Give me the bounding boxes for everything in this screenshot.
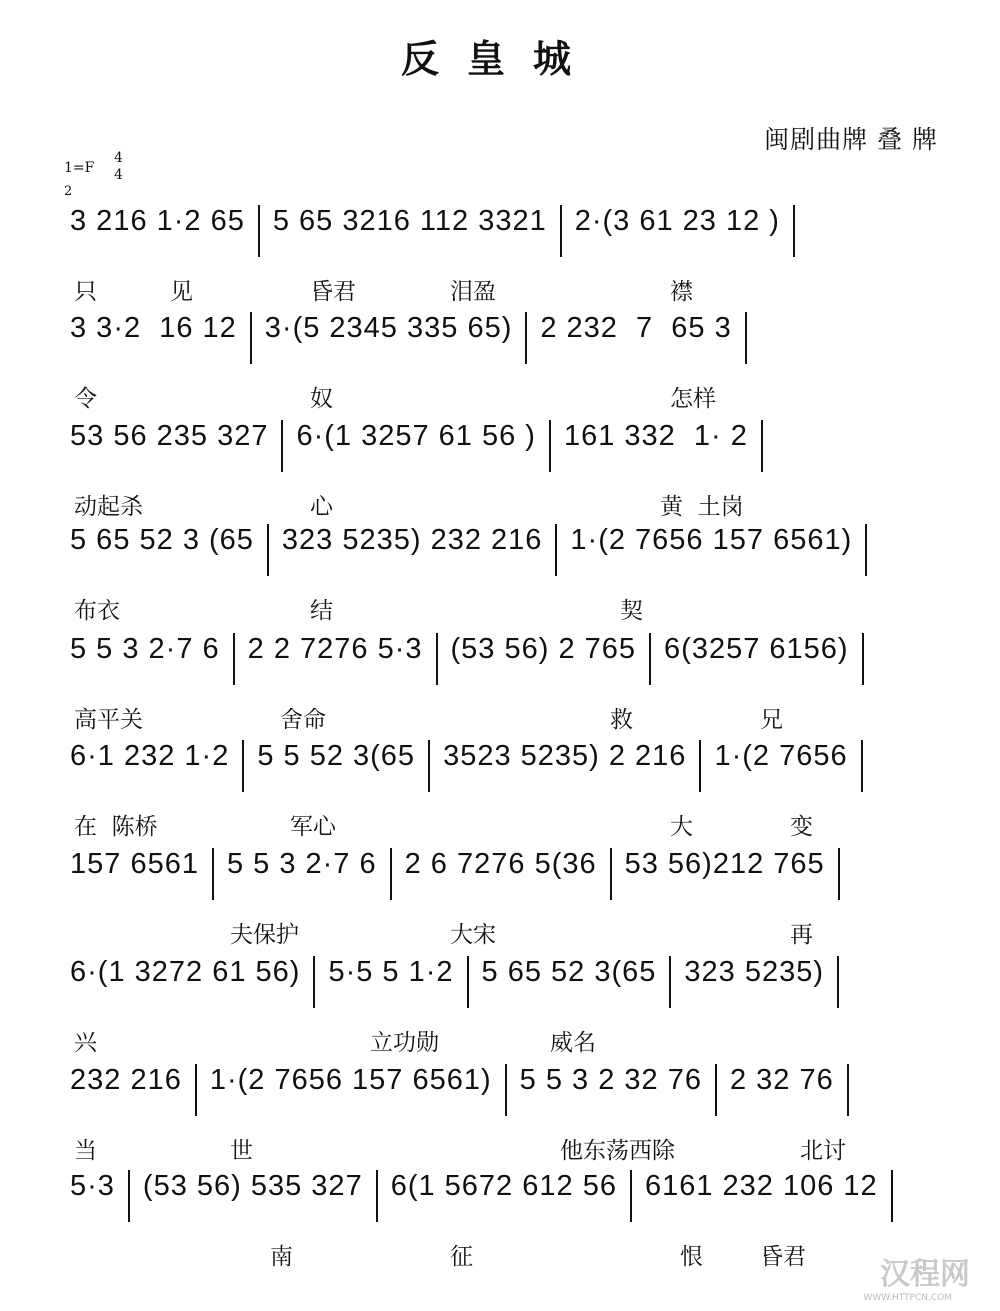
- notation-line: [70, 420, 776, 480]
- watermark-url: WWW.HTTPCN.COM: [863, 1293, 952, 1303]
- lyric-text: 昏君: [310, 279, 356, 305]
- measure: 6(1 5672 612 56: [390, 1170, 617, 1202]
- lyric-text: 变: [790, 814, 813, 840]
- score-row: [70, 1170, 950, 1280]
- measure: 232 216: [70, 1064, 182, 1096]
- score-row: [70, 1064, 950, 1174]
- bar-line: [233, 633, 235, 685]
- lyric-text: 北讨: [800, 1138, 846, 1164]
- lyric-text: 当: [74, 1138, 97, 1164]
- measure: 2 32 76: [729, 1064, 834, 1096]
- measure: 5 5 3 2 32 76: [519, 1064, 702, 1096]
- lyric-text: 见: [170, 279, 193, 305]
- lyric-text: 襟: [670, 279, 693, 305]
- measure: 6·1 232 1·2: [70, 740, 230, 772]
- measure: 6·(1 3257 61 56 ): [296, 420, 536, 452]
- measure: 2 232 7 65 3: [540, 312, 732, 344]
- measure: 6·(1 3272 61 56): [70, 956, 301, 988]
- measure: 161 332 1· 2: [563, 420, 748, 452]
- bar-line: [837, 956, 839, 1008]
- measure: 5 5 52 3(65: [257, 740, 416, 772]
- bar-line: [267, 524, 269, 576]
- lyric-text: 世: [230, 1138, 253, 1164]
- notation-line: [70, 524, 880, 584]
- notation-line: [70, 740, 876, 800]
- lyric-text: 布衣: [74, 598, 120, 624]
- lyric-text: 在 陈桥: [74, 814, 158, 840]
- key-signature: 1=F: [64, 160, 95, 176]
- lyric-text: 征: [450, 1244, 473, 1270]
- measure: 5 5 3 2·7 6: [70, 633, 220, 665]
- lyric-text: 南: [270, 1244, 293, 1270]
- measure: 5·3: [70, 1170, 115, 1202]
- song-title: 反皇城: [400, 37, 599, 81]
- lyric-text: 威名: [550, 1030, 596, 1056]
- bar-line: [549, 420, 551, 472]
- measure: 1·(2 7656 157 6561): [570, 524, 853, 556]
- score-row: [70, 633, 950, 743]
- lyric-text: 心: [310, 494, 333, 520]
- notation-line: [70, 312, 760, 372]
- bar-line: [313, 956, 315, 1008]
- lyric-text: 高平关: [74, 707, 143, 733]
- lyric-text: 动起杀: [74, 494, 143, 520]
- measure: 323 5235) 232 216: [281, 524, 543, 556]
- grace-note: 2: [64, 184, 73, 199]
- bar-line: [436, 633, 438, 685]
- bar-line: [555, 524, 557, 576]
- bar-line: [428, 740, 430, 792]
- bar-line: [761, 420, 763, 472]
- score-row: [70, 956, 950, 1066]
- measure: 5 5 3 2·7 6: [226, 848, 377, 880]
- measure: 5·5 5 1·2: [328, 956, 454, 988]
- bar-line: [865, 524, 867, 576]
- measure: 6161 232 106 12: [644, 1170, 878, 1202]
- tune-type: 闽剧曲牌 叠 牌: [764, 125, 938, 154]
- lyric-text: 兄: [760, 707, 783, 733]
- bar-line: [745, 312, 747, 364]
- measure: 2 6 7276 5(36: [404, 848, 597, 880]
- lyric-text: 结: [310, 598, 333, 624]
- lyric-text: 只: [74, 279, 97, 305]
- lyric-text: 契: [620, 598, 643, 624]
- bar-line: [891, 1170, 893, 1222]
- measure: 323 5235): [684, 956, 824, 988]
- notation-line: [70, 956, 852, 1016]
- notation-line: [70, 1064, 862, 1124]
- bar-line: [793, 205, 795, 257]
- measure: 3523 5235) 2 216: [443, 740, 687, 772]
- score-row: [70, 740, 950, 850]
- bar-line: [376, 1170, 378, 1222]
- measure: 5 65 52 3 (65: [70, 524, 254, 556]
- lyric-text: 大宋: [450, 922, 496, 948]
- bar-line: [649, 633, 651, 685]
- bar-line: [242, 740, 244, 792]
- measure: 53 56)212 765: [624, 848, 825, 880]
- lyric-text: 救: [610, 707, 633, 733]
- score-row: [70, 524, 950, 634]
- bar-line: [610, 848, 612, 900]
- bar-line: [281, 420, 283, 472]
- time-signature-bottom: 4: [114, 167, 123, 183]
- lyric-text: 黄 土岗: [660, 494, 744, 520]
- lyric-text: 奴: [310, 386, 333, 412]
- notation-line: [70, 205, 808, 265]
- measure: 5 65 52 3(65: [481, 956, 657, 988]
- measure: (53 56) 535 327: [142, 1170, 363, 1202]
- bar-line: [128, 1170, 130, 1222]
- notation-line: [70, 1170, 906, 1230]
- score-row: [70, 205, 950, 315]
- bar-line: [630, 1170, 632, 1222]
- lyric-text: 舍命: [280, 707, 326, 733]
- bar-line: [861, 740, 863, 792]
- score-row: [70, 848, 950, 958]
- bar-line: [390, 848, 392, 900]
- measure: 53 56 235 327: [70, 420, 269, 452]
- bar-line: [505, 1064, 507, 1116]
- lyric-text: 再: [790, 922, 813, 948]
- measure: (53 56) 2 765: [450, 633, 637, 665]
- measure: 6(3257 6156): [664, 633, 849, 665]
- measure: 157 6561: [70, 848, 199, 880]
- bar-line: [715, 1064, 717, 1116]
- bar-line: [525, 312, 527, 364]
- lyric-text: 夫保护: [230, 922, 299, 948]
- notation-line: [70, 848, 853, 908]
- measure: 3 216 1·2 65: [70, 205, 245, 237]
- score-row: [70, 312, 950, 422]
- lyric-text: 军心: [290, 814, 336, 840]
- bar-line: [258, 205, 260, 257]
- bar-line: [699, 740, 701, 792]
- time-signature-top: 4: [114, 150, 123, 166]
- measure: 5 65 3216 112 3321: [272, 205, 547, 237]
- bar-line: [838, 848, 840, 900]
- measure: 3·(5 2345 335 65): [264, 312, 513, 344]
- notation-line: [70, 633, 877, 693]
- measure: 2·(3 61 23 12 ): [574, 205, 780, 237]
- bar-line: [195, 1064, 197, 1116]
- bar-line: [467, 956, 469, 1008]
- measure: 2 2 7276 5·3: [247, 633, 423, 665]
- lyric-text: 泪盈: [450, 279, 496, 305]
- bar-line: [862, 633, 864, 685]
- lyric-text: 立功勋: [370, 1030, 439, 1056]
- bar-line: [847, 1064, 849, 1116]
- measure: 1·(2 7656: [714, 740, 848, 772]
- bar-line: [560, 205, 562, 257]
- bar-line: [212, 848, 214, 900]
- lyric-text: 令: [74, 386, 97, 412]
- lyric-text: 兴: [74, 1030, 97, 1056]
- lyric-text: 他东荡西除: [560, 1138, 675, 1164]
- lyric-text: 恨: [680, 1244, 703, 1270]
- score-row: [70, 420, 950, 530]
- lyric-text: 大: [670, 814, 693, 840]
- watermark-logo: 汉程网: [880, 1257, 970, 1292]
- measure: 1·(2 7656 157 6561): [209, 1064, 492, 1096]
- lyric-text: 昏君: [760, 1244, 806, 1270]
- lyric-text: 怎样: [670, 386, 716, 412]
- bar-line: [250, 312, 252, 364]
- time-signature: [114, 150, 123, 184]
- measure: 3 3·2 16 12: [70, 312, 237, 344]
- bar-line: [669, 956, 671, 1008]
